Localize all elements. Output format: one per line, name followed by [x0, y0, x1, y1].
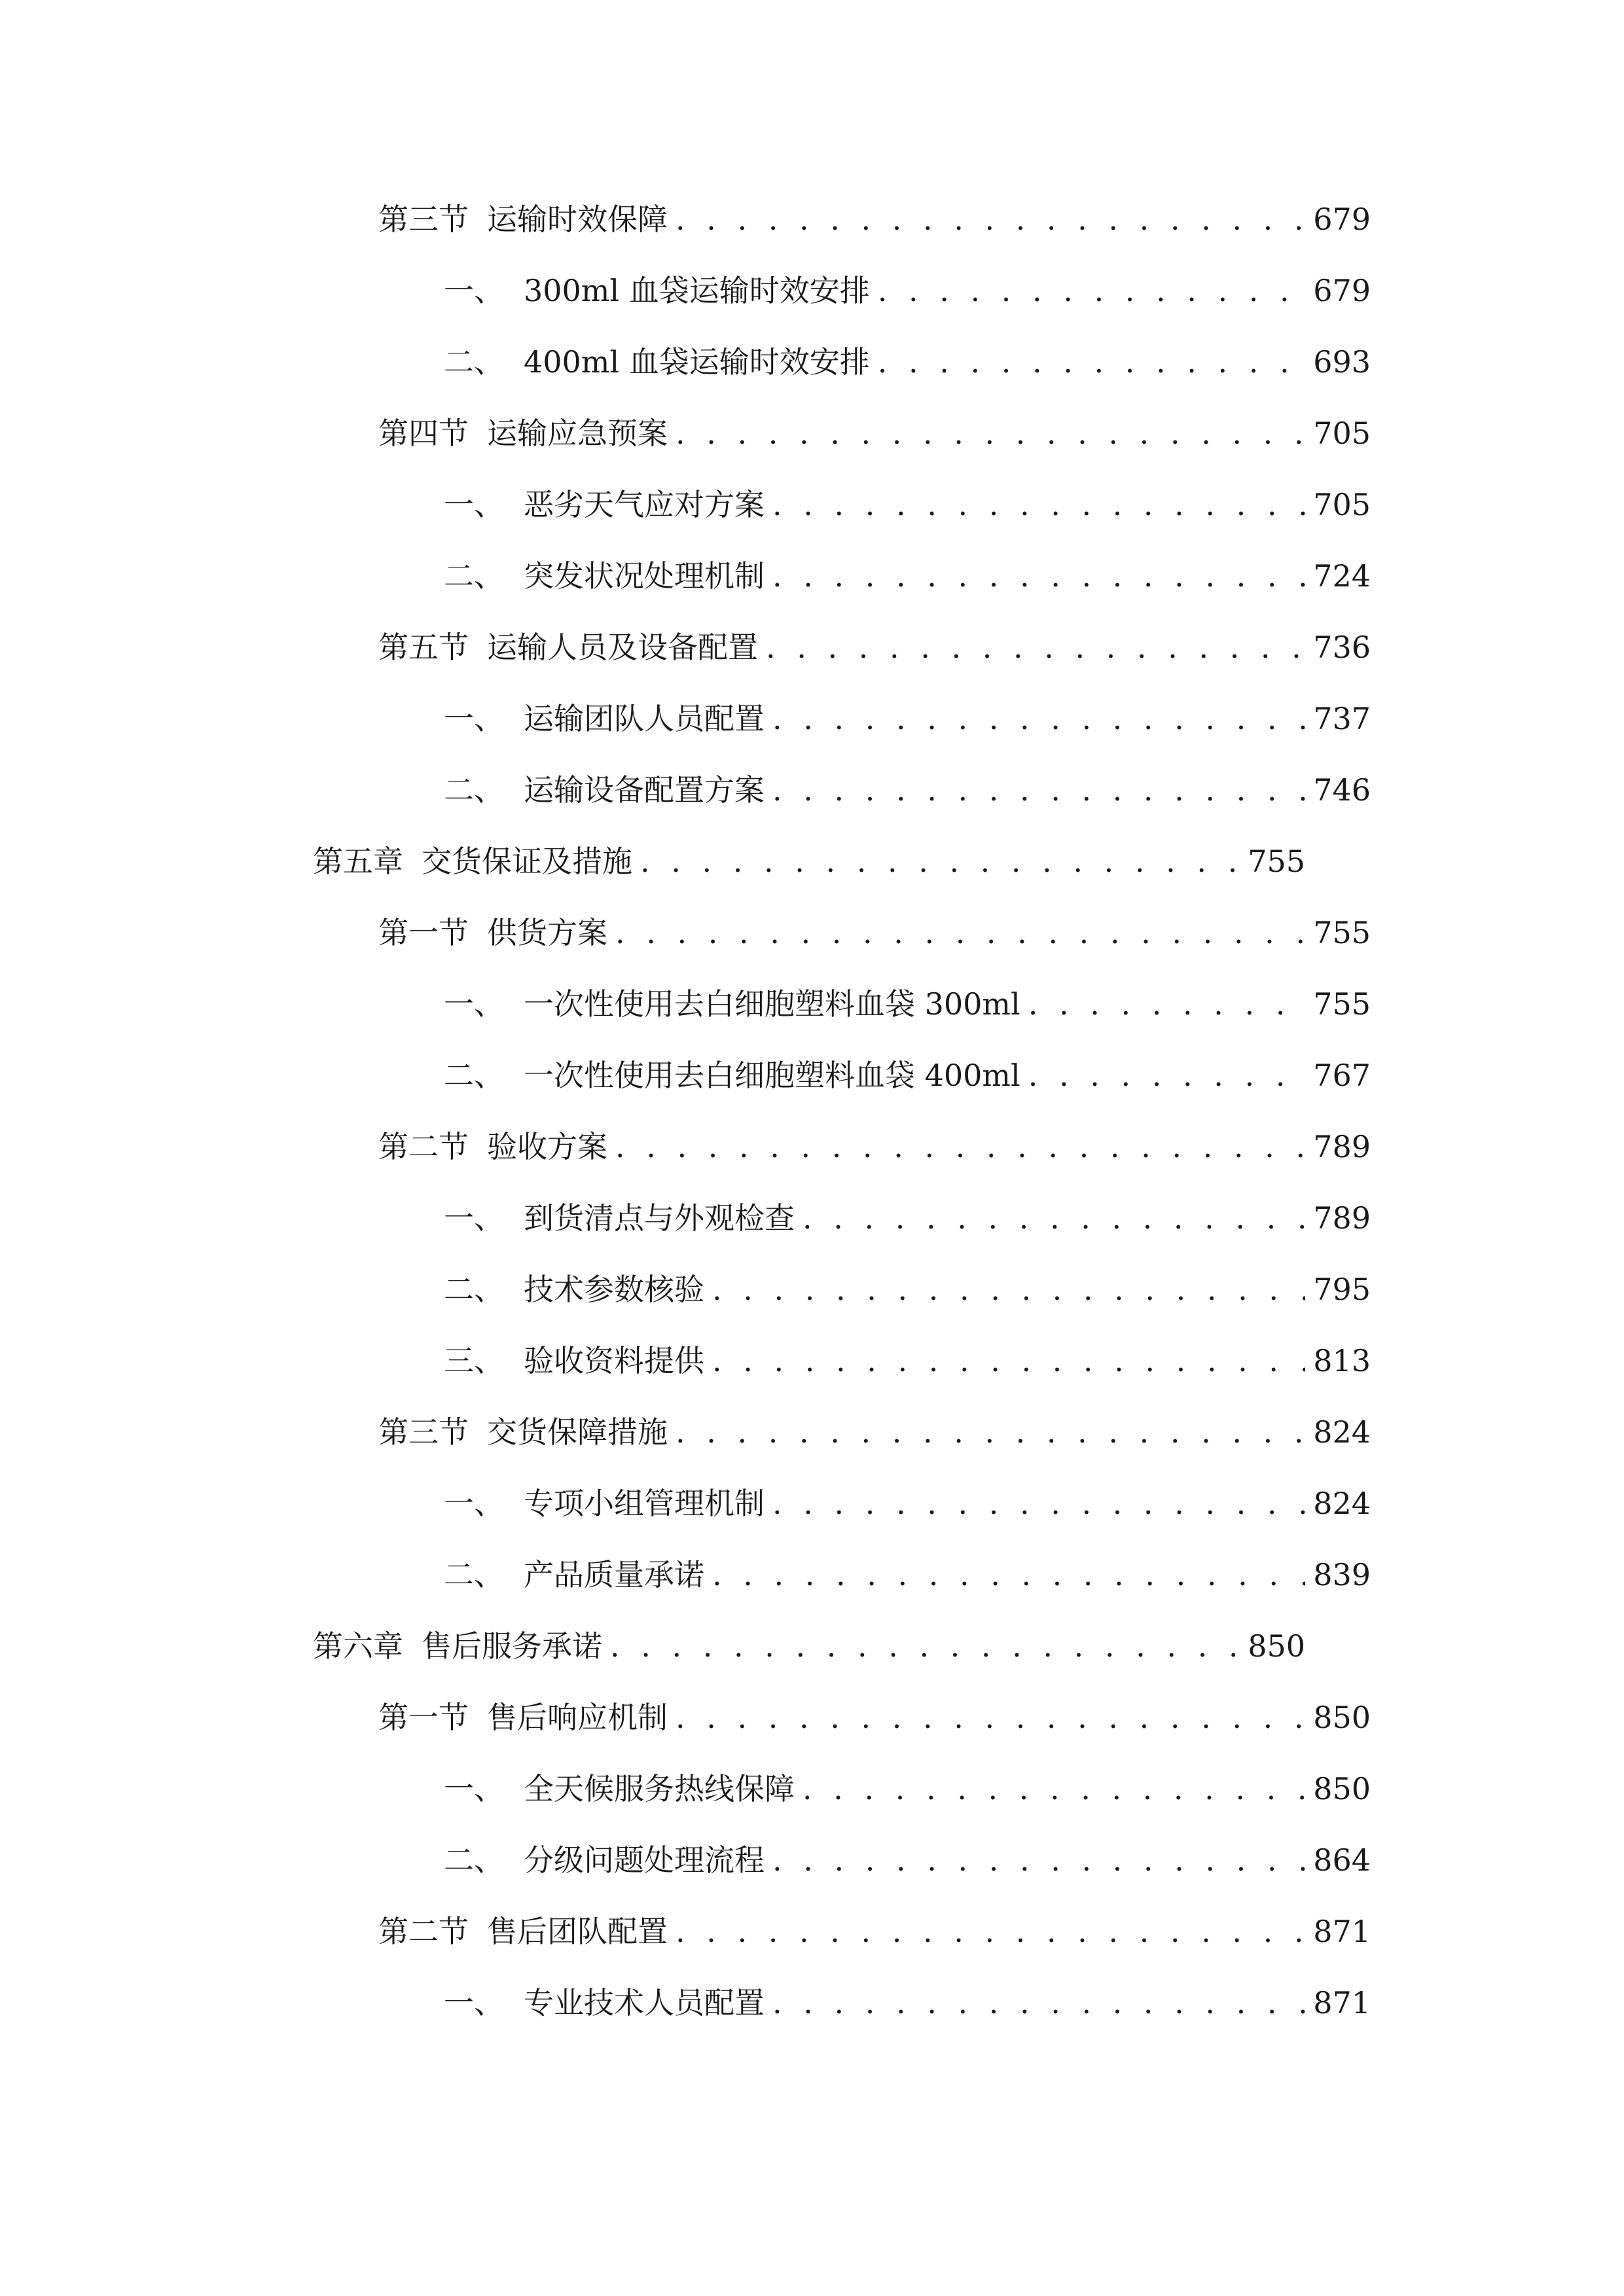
- toc-entry-page: 679: [1313, 273, 1371, 308]
- toc-entry[interactable]: [444, 1552, 1371, 1598]
- toc-entry-number: 二、: [444, 772, 504, 808]
- toc-entry-title: 400ml 血袋运输时效安排: [524, 344, 870, 380]
- toc-entry-title: 技术参数核验: [524, 1272, 704, 1307]
- dot-leader: [610, 1623, 1240, 1669]
- toc-entry[interactable]: [444, 1195, 1371, 1241]
- toc-entry-page: 789: [1313, 1129, 1371, 1164]
- toc-entry-number: 一、: [444, 273, 504, 308]
- toc-entry-page: 839: [1313, 1557, 1371, 1592]
- toc-entry-number: 二、: [444, 1058, 504, 1093]
- toc-entry-title: 全天候服务热线保障: [524, 1771, 795, 1806]
- toc-entry-title: 验收资料提供: [524, 1343, 704, 1378]
- toc-entry-number: 第二节: [378, 1914, 469, 1949]
- dot-leader: [712, 1266, 1305, 1312]
- toc-entry-page: 871: [1313, 1985, 1371, 2020]
- dot-leader: [772, 696, 1305, 742]
- toc-entry-number: 一、: [444, 701, 504, 736]
- toc-entry-page: 871: [1313, 1914, 1371, 1949]
- dot-leader: [615, 1124, 1305, 1170]
- dot-leader: [766, 624, 1305, 670]
- toc-entry-page: 850: [1313, 1700, 1371, 1735]
- toc-entry-title: 售后团队配置: [487, 1914, 668, 1949]
- toc-entry-title: 到货清点与外观检查: [524, 1200, 795, 1236]
- toc-entry-page: 767: [1313, 1058, 1371, 1093]
- toc-entry-page: 737: [1313, 701, 1371, 736]
- toc-entry-title: 售后服务承诺: [422, 1628, 602, 1664]
- dot-leader: [803, 1766, 1305, 1812]
- toc-entry[interactable]: [378, 1909, 1371, 1954]
- toc-entry-number: 第一节: [378, 1700, 469, 1735]
- toc-entry[interactable]: [444, 1338, 1371, 1384]
- toc-entry-title: 恶劣天气应对方案: [524, 487, 765, 522]
- toc-entry-number: 二、: [444, 1842, 504, 1878]
- toc-entry[interactable]: [444, 1766, 1371, 1812]
- toc-entry-page: 850: [1313, 1771, 1371, 1806]
- toc-entry-number: 三、: [444, 1343, 504, 1378]
- toc-entry-number: 一、: [444, 1771, 504, 1806]
- toc-entry-page: 746: [1313, 772, 1371, 808]
- toc-entry[interactable]: [444, 696, 1371, 742]
- toc-entry-page: 824: [1313, 1414, 1371, 1450]
- toc-entry[interactable]: [313, 1623, 1305, 1669]
- toc-entry[interactable]: [444, 1980, 1371, 2026]
- dot-leader: [1028, 1052, 1305, 1098]
- toc-entry-title: 分级问题处理流程: [524, 1842, 765, 1878]
- dot-leader: [1028, 981, 1305, 1027]
- toc-entry-number: 一、: [444, 487, 504, 522]
- dot-leader: [803, 1195, 1305, 1241]
- toc-entry-title: 运输应急预案: [487, 416, 668, 451]
- toc-entry-title: 交货保障措施: [487, 1414, 668, 1450]
- toc-entry[interactable]: [444, 482, 1371, 528]
- toc-entry-number: 一、: [444, 1985, 504, 2020]
- toc-entry-title: 运输时效保障: [487, 202, 668, 237]
- toc-entry-number: 一、: [444, 1200, 504, 1236]
- dot-leader: [878, 268, 1305, 314]
- toc-entry-page: 795: [1313, 1272, 1371, 1307]
- toc-entry-page: 850: [1248, 1628, 1305, 1664]
- toc-entry-title: 验收方案: [487, 1129, 607, 1164]
- toc-entry-number: 第二节: [378, 1129, 469, 1164]
- toc-entry[interactable]: [444, 339, 1371, 385]
- toc-entry-page: 705: [1313, 487, 1371, 522]
- toc-entry[interactable]: [444, 981, 1371, 1027]
- toc-entry-page: 705: [1313, 416, 1371, 451]
- toc-entry[interactable]: [444, 268, 1371, 314]
- toc-entry[interactable]: [444, 1837, 1371, 1883]
- toc-entry[interactable]: [378, 1409, 1371, 1455]
- toc-entry-title: 一次性使用去白细胞塑料血袋 300ml: [524, 986, 1020, 1022]
- toc-entry[interactable]: [444, 553, 1371, 599]
- toc-entry[interactable]: [378, 196, 1371, 242]
- toc-entry[interactable]: [378, 624, 1371, 670]
- toc-entry-number: 第三节: [378, 1414, 469, 1450]
- dot-leader: [712, 1552, 1305, 1598]
- toc-entry-number: 二、: [444, 1272, 504, 1307]
- toc-entry-title: 运输设备配置方案: [524, 772, 765, 808]
- toc-entry-title: 运输团队人员配置: [524, 701, 765, 736]
- toc-entry-page: 755: [1313, 915, 1371, 950]
- toc-entry-title: 运输人员及设备配置: [487, 630, 758, 665]
- toc-entry[interactable]: [444, 1266, 1371, 1312]
- toc-entry-page: 789: [1313, 1200, 1371, 1236]
- toc-entry-page: 736: [1313, 630, 1371, 665]
- dot-leader: [772, 482, 1305, 528]
- toc-entry-page: 755: [1248, 844, 1305, 879]
- toc-entry-number: 二、: [444, 558, 504, 594]
- toc-entry-number: 第四节: [378, 416, 469, 451]
- toc-entry-number: 第五章: [313, 844, 403, 879]
- toc-entry-title: 300ml 血袋运输时效安排: [524, 273, 870, 308]
- dot-leader: [712, 1338, 1305, 1384]
- dot-leader: [772, 767, 1305, 813]
- toc-entry-title: 突发状况处理机制: [524, 558, 765, 594]
- toc-entry[interactable]: [378, 910, 1371, 956]
- toc-entry-title: 售后响应机制: [487, 1700, 668, 1735]
- toc-entry-number: 二、: [444, 344, 504, 380]
- dot-leader: [772, 1837, 1305, 1883]
- dot-leader: [676, 1409, 1305, 1455]
- toc-entry-number: 第一节: [378, 915, 469, 950]
- toc-entry-page: 679: [1313, 202, 1371, 237]
- dot-leader: [878, 339, 1305, 385]
- toc-entry[interactable]: [378, 1695, 1371, 1740]
- toc-entry-number: 一、: [444, 986, 504, 1022]
- toc-entry-page: 824: [1313, 1486, 1371, 1521]
- toc-entry-title: 专业技术人员配置: [524, 1985, 765, 2020]
- toc-entry-number: 一、: [444, 1486, 504, 1521]
- toc-entry-title: 产品质量承诺: [524, 1557, 704, 1592]
- toc-entry-title: 交货保证及措施: [422, 844, 632, 879]
- toc-entry-number: 第五节: [378, 630, 469, 665]
- toc-entry-page: 724: [1313, 558, 1371, 594]
- toc-entry-number: 第六章: [313, 1628, 403, 1664]
- dot-leader: [772, 1480, 1305, 1526]
- toc-entry-title: 供货方案: [487, 915, 607, 950]
- dot-leader: [676, 1695, 1305, 1740]
- toc-entry[interactable]: [378, 1124, 1371, 1170]
- dot-leader: [615, 910, 1305, 956]
- toc-entry[interactable]: [444, 1052, 1371, 1098]
- toc-entry-number: 二、: [444, 1557, 504, 1592]
- toc-entry-title: 一次性使用去白细胞塑料血袋 400ml: [524, 1058, 1020, 1093]
- toc-entry-number: 第三节: [378, 202, 469, 237]
- dot-leader: [676, 410, 1305, 456]
- dot-leader: [772, 553, 1305, 599]
- dot-leader: [640, 838, 1240, 884]
- toc-entry[interactable]: [313, 838, 1305, 884]
- dot-leader: [676, 196, 1305, 242]
- toc-entry[interactable]: [444, 1480, 1371, 1526]
- toc-entry[interactable]: [444, 767, 1371, 813]
- dot-leader: [676, 1909, 1305, 1954]
- toc-entry-page: 755: [1313, 986, 1371, 1022]
- dot-leader: [772, 1980, 1305, 2026]
- toc-entry[interactable]: [378, 410, 1371, 456]
- toc-entry-page: 813: [1313, 1343, 1371, 1378]
- toc-entry-page: 693: [1313, 344, 1371, 380]
- toc-entry-page: 864: [1313, 1842, 1371, 1878]
- toc-entry-title: 专项小组管理机制: [524, 1486, 765, 1521]
